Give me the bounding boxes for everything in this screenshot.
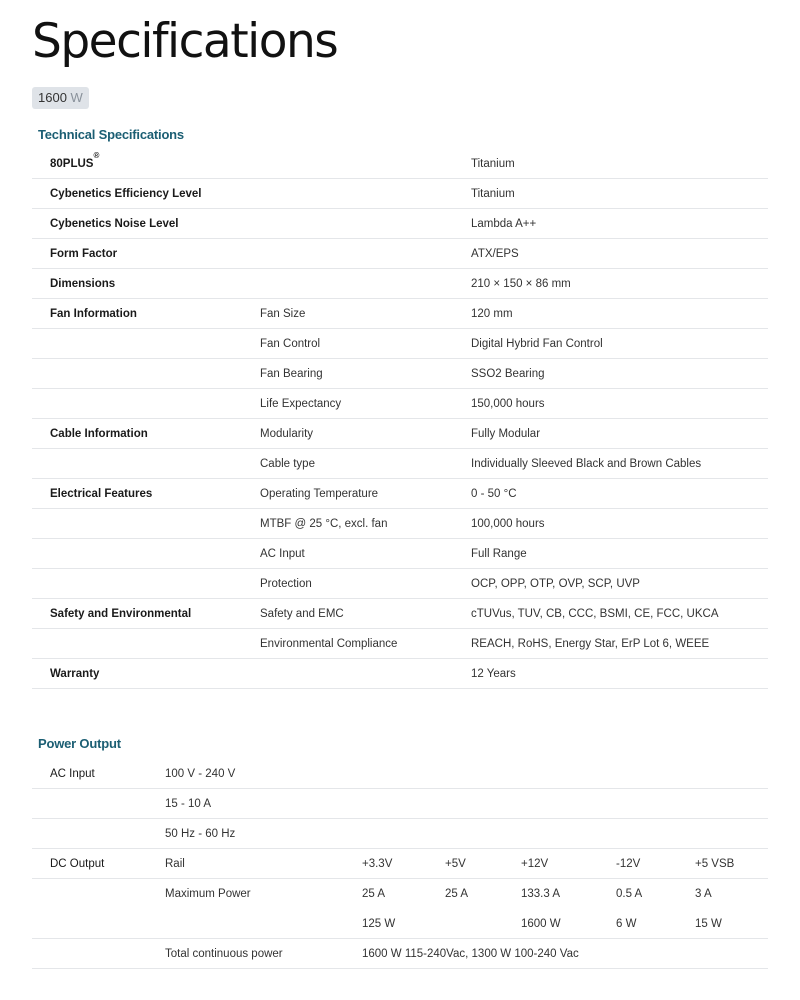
total-power-label: Total continuous power	[165, 948, 283, 960]
rail-5vsb: +5 VSB	[695, 858, 735, 870]
power-output-row	[32, 879, 768, 909]
rail-neg12v: -12V	[616, 858, 641, 870]
wattage-badge[interactable]	[32, 87, 89, 109]
rail-label: Rail	[165, 858, 185, 870]
spec-group-text: Cable Information	[50, 428, 148, 440]
spec-row	[32, 659, 768, 689]
spec-label: AC Input	[260, 548, 305, 560]
spec-group-text: 80PLUS	[50, 158, 94, 170]
rail-5v: +5V	[445, 858, 466, 870]
rail-3v3: +3.3V	[362, 858, 393, 870]
spec-group-label	[50, 479, 152, 509]
spec-value: Lambda A++	[471, 218, 537, 230]
max-watts-3v3: 125 W	[362, 918, 396, 930]
spec-value: SSO2 Bearing	[471, 368, 545, 380]
spec-value: cTUVus, TUV, CB, CCC, BSMI, CE, FCC, UKCA	[471, 608, 719, 620]
ac-input-label: AC Input	[50, 768, 95, 780]
spec-group-label	[50, 269, 115, 299]
spec-row	[32, 479, 768, 509]
spec-value: 100,000 hours	[471, 518, 545, 530]
spec-group-label	[50, 599, 191, 629]
max-watts-12v: 1600 W	[521, 918, 561, 930]
spec-value: 12 Years	[471, 668, 516, 680]
spec-label: Modularity	[260, 428, 314, 440]
spec-row	[32, 179, 768, 209]
spec-value: Individually Sleeved Black and Brown Cables	[471, 458, 702, 470]
spec-group-text: Fan Information	[50, 308, 137, 320]
spec-group-label	[50, 419, 148, 449]
spec-label: Operating Temperature	[260, 488, 379, 500]
dc-output-label: DC Output	[50, 858, 105, 870]
power-output-row	[32, 819, 768, 849]
spec-value: Full Range	[471, 548, 527, 560]
spec-group-text: Form Factor	[50, 248, 118, 260]
max-current-3v3: 25 A	[362, 888, 386, 900]
spec-group-label	[50, 209, 178, 239]
spec-row	[32, 329, 768, 359]
spec-row	[32, 299, 768, 329]
spec-value: 0 - 50 °C	[471, 488, 517, 500]
spec-label: Fan Size	[260, 308, 306, 320]
spec-group-label	[50, 179, 201, 209]
spec-group-label	[50, 299, 137, 329]
spec-group-text: Warranty	[50, 668, 100, 680]
power-output-row	[32, 789, 768, 819]
technical-specifications-heading: Technical Specifications	[38, 127, 184, 142]
spec-group-text: Dimensions	[50, 278, 116, 290]
max-current-5v: 25 A	[445, 888, 469, 900]
page-title: Specifications	[32, 14, 338, 69]
max-power-label: Maximum Power	[165, 888, 251, 900]
spec-group-text: Cybenetics Efficiency Level	[50, 188, 202, 200]
spec-label: Safety and EMC	[260, 608, 344, 620]
spec-row	[32, 359, 768, 389]
spec-value: 120 mm	[471, 308, 513, 320]
spec-row	[32, 269, 768, 299]
spec-group-text: Safety and Environmental	[50, 608, 192, 620]
spec-value: Fully Modular	[471, 428, 541, 440]
spec-row	[32, 539, 768, 569]
power-output-row	[32, 909, 768, 939]
spec-group-text: Cybenetics Noise Level	[50, 218, 179, 230]
max-current-neg12v: 0.5 A	[616, 888, 643, 900]
wattage-value: 1600	[38, 90, 67, 105]
spec-row	[32, 629, 768, 659]
ac-input-current: 15 - 10 A	[165, 798, 212, 810]
spec-row	[32, 599, 768, 629]
spec-value: Digital Hybrid Fan Control	[471, 338, 603, 350]
spec-group-text: Electrical Features	[50, 488, 153, 500]
spec-row	[32, 209, 768, 239]
total-power-value: 1600 W 115-240Vac, 1300 W 100-240 Vac	[362, 948, 579, 960]
spec-value: Titanium	[471, 158, 515, 170]
spec-label: Fan Bearing	[260, 368, 323, 380]
power-output-row	[32, 759, 768, 789]
spec-value: 150,000 hours	[471, 398, 545, 410]
spec-label: Protection	[260, 578, 312, 590]
spec-row	[32, 389, 768, 419]
power-output-row	[32, 939, 768, 969]
spec-value: OCP, OPP, OTP, OVP, SCP, UVP	[471, 578, 640, 590]
registered-mark: ®	[93, 151, 100, 161]
rail-12v: +12V	[521, 858, 549, 870]
spec-label: Cable type	[260, 458, 315, 470]
spec-value: Titanium	[471, 188, 515, 200]
spec-value: 210 × 150 × 86 mm	[471, 278, 571, 290]
spec-value: REACH, RoHS, Energy Star, ErP Lot 6, WEEE	[471, 638, 710, 650]
spec-label: Environmental Compliance	[260, 638, 398, 650]
spec-label: MTBF @ 25 °C, excl. fan	[260, 518, 388, 530]
spec-label: Life Expectancy	[260, 398, 342, 410]
spec-row	[32, 509, 768, 539]
ac-input-voltage: 100 V - 240 V	[165, 768, 236, 780]
spec-group-label	[50, 659, 99, 689]
spec-row	[32, 569, 768, 599]
ac-input-frequency: 50 Hz - 60 Hz	[165, 828, 236, 840]
max-watts-5vsb: 15 W	[695, 918, 722, 930]
spec-label: Fan Control	[260, 338, 321, 350]
spec-row	[32, 239, 768, 269]
max-current-5vsb: 3 A	[695, 888, 712, 900]
power-output-row	[32, 849, 768, 879]
spec-group-label	[50, 239, 117, 269]
max-watts-neg12v: 6 W	[616, 918, 637, 930]
spec-row	[32, 449, 768, 479]
spec-group-label	[50, 149, 99, 179]
wattage-unit: W	[70, 90, 83, 105]
power-output-heading: Power Output	[38, 736, 121, 751]
spec-value: ATX/EPS	[471, 248, 519, 260]
spec-row	[32, 419, 768, 449]
max-current-12v: 133.3 A	[521, 888, 561, 900]
spec-row	[32, 149, 768, 179]
